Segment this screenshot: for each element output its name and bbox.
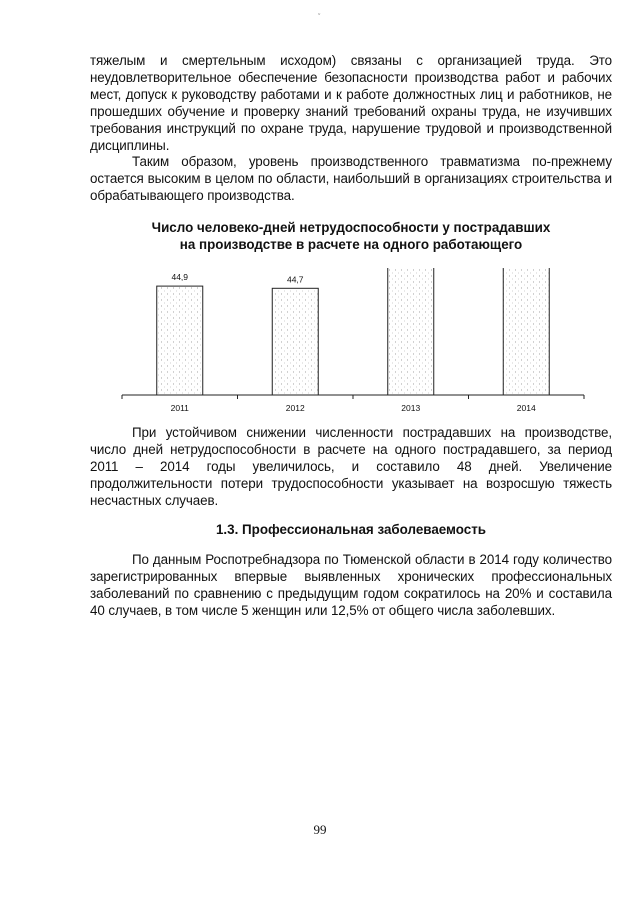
- paragraph-3: При устойчивом снижении численности пострадавших на производстве, число дней нетрудоспособности в расчете на одного пострадавшего, за период 2011 – 2014 годы увеличилось, и составило 48 дней. Увеличение продолжительности потери трудоспособности указывает на возросшую тяжесть несчастных случаев.: [90, 425, 612, 508]
- bar: [388, 268, 434, 395]
- page-number: 99: [313, 822, 327, 837]
- paragraph-2: Таким образом, уровень производственного травматизма по-прежнему остается высоким в целом по области, наибольший в организациях строительства и обрабатывающего производства.: [90, 154, 612, 203]
- chart-title-line-2: на производстве в расчете на одного работающего: [179, 236, 523, 252]
- paragraph-1: тяжелым и смертельным исходом) связаны с организацией труда. Это неудовлетворительное обеспечение безопасности производства работ и рабочих мест, допуск к руководству работами и к работе должностных лиц и работников, не прошедших обучение и проверку знаний требований охраны труда, не изучивших требования инструкций по охране труда, нарушение трудовой и производственной дисциплины.: [90, 53, 612, 153]
- bar-value-label: 44,9: [171, 272, 189, 283]
- bar: [272, 288, 318, 395]
- category-tick-label: 2011: [170, 403, 189, 413]
- chart-title-line-1: Число человеко-дней нетрудоспособности у пострадавших: [151, 220, 551, 235]
- paragraph-4: По данным Роспотребнадзора по Тюменской области в 2014 году количество зарегистрированных впервые выявленных хронических профессиональных заболеваний по сравнению с предыдущим годом сократилось на 20% и составила 40 случаев, в том числе 5 женщин или 12,5% от общего числа заболевших.: [90, 552, 612, 618]
- bar: [503, 268, 549, 395]
- scan-mark: ˇ: [318, 14, 321, 21]
- bar-value-label: 44,7: [286, 274, 304, 285]
- chart-title: [90, 220, 612, 254]
- category-tick-label: 2013: [401, 403, 421, 413]
- category-tick-label: 2014: [516, 403, 536, 413]
- bar-chart: [118, 268, 588, 418]
- bar: [157, 286, 203, 395]
- section-heading: 1.3. Профессиональная заболеваемость: [215, 522, 487, 537]
- category-tick-label: 2012: [285, 403, 305, 413]
